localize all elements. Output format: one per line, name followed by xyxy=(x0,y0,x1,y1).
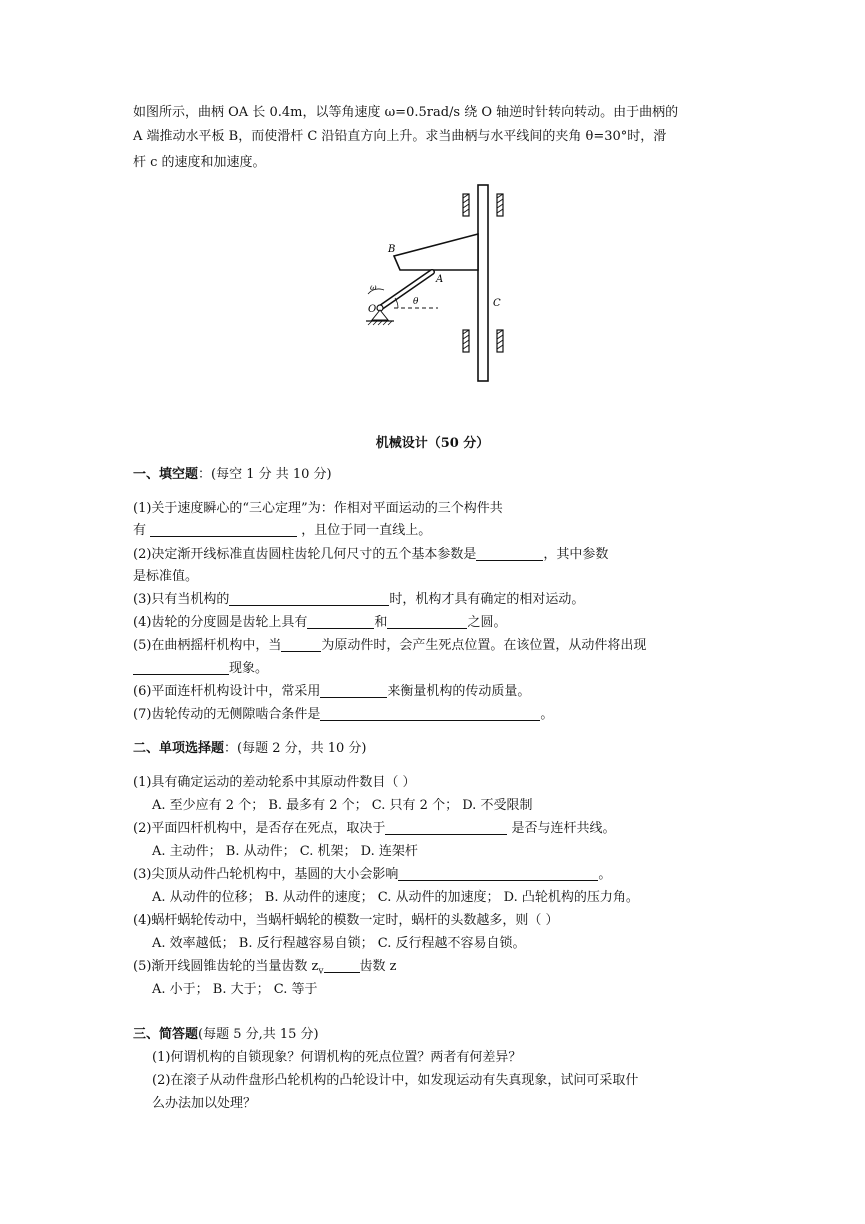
q5-cont-line xyxy=(133,660,268,678)
q1-blank[interactable] xyxy=(150,522,297,537)
sc-q3-post: 。 xyxy=(598,867,612,882)
sc-q5-post: 齿数 z xyxy=(359,959,397,974)
q2-line xyxy=(133,546,608,564)
fill-blank-title: 一、填空题 xyxy=(133,467,199,482)
problem-line-3: 杆 c 的速度和加速度。 xyxy=(133,155,266,170)
short-answer-heading xyxy=(133,1026,319,1044)
q1-line-b xyxy=(133,522,431,540)
q5-blank-2[interactable] xyxy=(133,660,229,675)
q2-cont: 是标准值。 xyxy=(133,569,199,584)
q5-pre: (5)在曲柄摇杆机构中，当 xyxy=(133,638,282,653)
q3-line xyxy=(133,591,584,609)
label-a: A xyxy=(436,274,444,285)
q3-pre: (3)只有当机构的 xyxy=(133,592,230,607)
q4-post: 之圆。 xyxy=(467,615,507,630)
q6-blank[interactable] xyxy=(320,683,387,698)
problem-line-2: A 端推动水平板 B，而使滑杆 C 沿铅直方向上升。求当曲柄与水平线间的夹角 θ=30°时，滑 xyxy=(133,129,667,144)
label-omega: ω xyxy=(370,283,377,292)
q6-post: 来衡量机构的传动质量。 xyxy=(387,684,531,699)
sa-q2-a: (2)在滚子从动件盘形凸轮机构的凸轮设计中，如发现运动有失真现象，试问可采取什 xyxy=(152,1073,639,1088)
section-title: 机械设计（50 分） xyxy=(375,436,490,451)
q7-line xyxy=(133,706,553,724)
q1-pre: 有 xyxy=(133,523,151,538)
q4-mid: 和 xyxy=(374,615,388,630)
q7-blank[interactable] xyxy=(320,706,540,721)
sc-q2-pre: (2)平面四杆机构中，是否存在死点，取决于 xyxy=(133,821,386,836)
sc-q5-sub: v xyxy=(318,966,324,977)
sc-q2-post: 是否与连杆共线。 xyxy=(507,821,616,836)
sc-q4-options: A. 效率越低； B. 反行程越容易自锁； C. 反行程越不容易自锁。 xyxy=(152,936,526,951)
mechanism-figure xyxy=(360,182,520,392)
q2-blank[interactable] xyxy=(476,546,543,561)
q5-post: 为原动件时，会产生死点位置。在该位置，从动件将出现 xyxy=(321,638,647,653)
crank xyxy=(380,272,432,308)
label-theta: θ xyxy=(413,297,419,307)
single-choice-heading xyxy=(133,740,367,758)
sa-q2-b: 么办法加以处理？ xyxy=(152,1096,257,1111)
sliding-rod xyxy=(478,185,488,381)
q2-pre: (2)决定渐开线标准直齿圆柱齿轮几何尺寸的五个基本参数是 xyxy=(133,547,477,562)
short-answer-title: 三、简答题 xyxy=(133,1027,199,1042)
q1-line-a: (1)关于速度瞬心的“三心定理”为：作相对平面运动的三个构件共 xyxy=(133,501,503,516)
q5-cont: 现象。 xyxy=(229,661,269,676)
q4-blank-1[interactable] xyxy=(307,614,374,629)
sa-q1: (1)何谓机构的自锁现象？何谓机构的死点位置？两者有何差异？ xyxy=(152,1050,522,1065)
q3-blank[interactable] xyxy=(229,591,389,606)
sc-q3-blank[interactable] xyxy=(398,866,598,881)
q4-line xyxy=(133,614,506,632)
q5-line xyxy=(133,637,646,655)
q6-line xyxy=(133,683,530,701)
q5-blank-1[interactable] xyxy=(281,637,321,652)
sc-q4: (4)蜗杆蜗轮传动中，当蜗杆蜗轮的模数一定时，蜗杆的头数越多，则（ ） xyxy=(133,913,559,928)
q2-post: ，其中参数 xyxy=(543,547,609,562)
sc-q5-blank[interactable] xyxy=(324,958,360,973)
q3-post: 时，机构才具有确定的相对运动。 xyxy=(389,592,585,607)
sc-q5 xyxy=(133,958,396,981)
q6-pre: (6)平面连杆机构设计中，常采用 xyxy=(133,684,321,699)
single-choice-note: ：(每题 2 分，共 10 分) xyxy=(224,741,367,756)
q7-pre: (7)齿轮传动的无侧隙啮合条件是 xyxy=(133,707,321,722)
sc-q3 xyxy=(133,866,611,884)
sc-q5-pre: (5)渐开线圆锥齿轮的当量齿数 z xyxy=(133,959,319,974)
horizontal-plate xyxy=(394,234,478,270)
crank-slider-diagram xyxy=(360,182,520,388)
q4-pre: (4)齿轮的分度圆是齿轮上具有 xyxy=(133,615,308,630)
sc-q3-pre: (3)尖顶从动件凸轮机构中，基圆的大小会影响 xyxy=(133,867,399,882)
fill-blank-note: ：(每空 1 分 共 10 分) xyxy=(198,467,332,482)
sc-q5-options: A. 小于； B. 大于； C. 等于 xyxy=(152,982,318,997)
label-c: C xyxy=(493,298,501,309)
sc-q3-options: A. 从动件的位移； B. 从动件的速度； C. 从动件的加速度； D. 凸轮机构的压力角。 xyxy=(152,890,639,905)
q1-post: ，且位于同一直线上。 xyxy=(297,523,432,538)
fill-blank-heading xyxy=(133,466,332,484)
label-b: B xyxy=(388,244,396,255)
sc-q2-options: A. 主动件； B. 从动件； C. 机架； D. 连架杆 xyxy=(152,844,418,859)
problem-line-1: 如图所示，曲柄 OA 长 0.4m，以等角速度 ω=0.5rad/s 绕 O 轴逆时针转向转动。由于曲柄的 xyxy=(133,105,679,120)
label-o: O xyxy=(368,304,377,315)
sc-q1-options: A. 至少应有 2 个； B. 最多有 2 个； C. 只有 2 个； D. 不受限制 xyxy=(152,798,533,813)
sc-q2 xyxy=(133,820,616,838)
q7-post: 。 xyxy=(540,707,554,722)
sc-q2-blank[interactable] xyxy=(385,820,507,835)
short-answer-note: (每题 5 分,共 15 分) xyxy=(198,1027,319,1042)
sc-q1: (1)具有确定运动的差动轮系中其原动件数目（ ） xyxy=(133,775,416,790)
single-choice-title: 二、单项选择题 xyxy=(133,741,225,756)
q4-blank-2[interactable] xyxy=(387,614,467,629)
